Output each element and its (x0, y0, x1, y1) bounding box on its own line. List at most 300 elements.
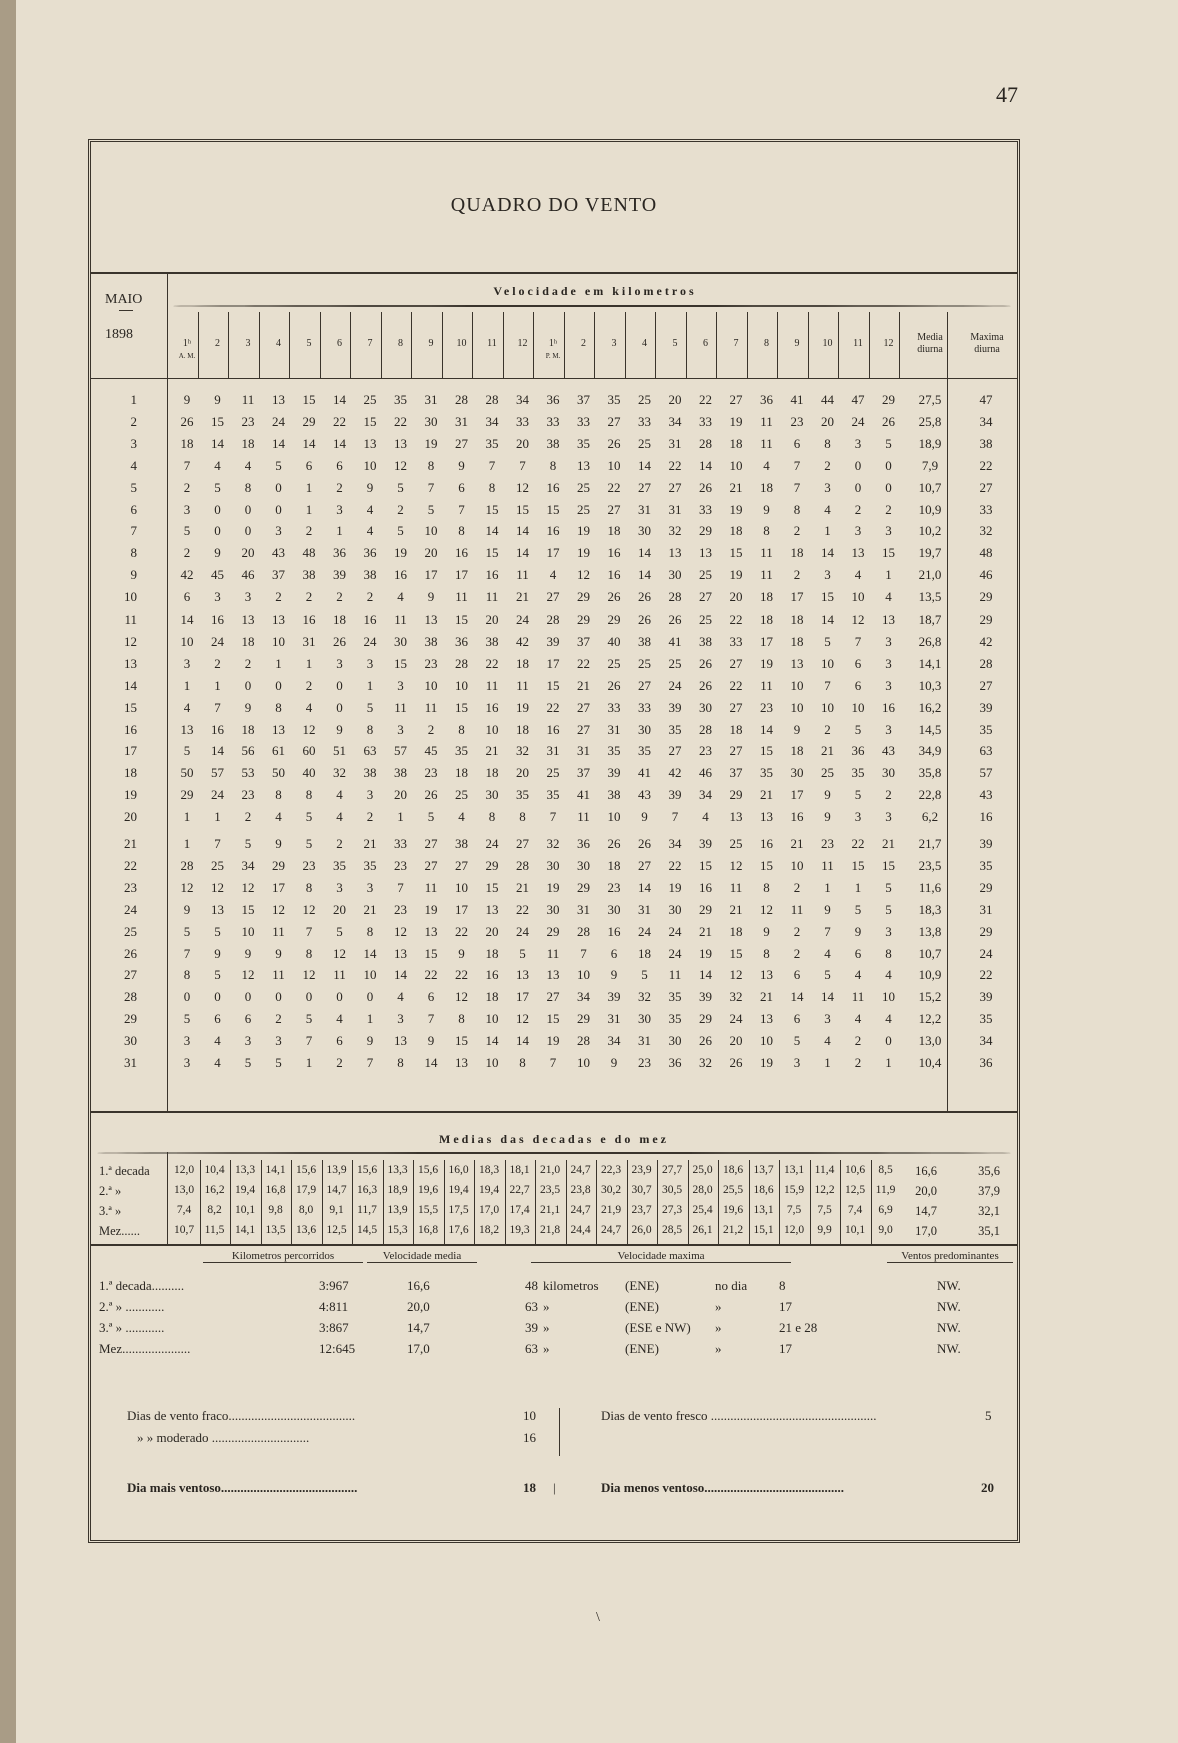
hour-value-cell: 8 (458, 1011, 465, 1027)
avg-cell: 6,2 (921, 809, 939, 825)
hour-value-cell: 38 (363, 567, 377, 583)
hour-value-cell: 38 (302, 567, 316, 583)
hour-value-cell: 46 (241, 567, 255, 583)
hour-value-cell: 10 (363, 967, 377, 983)
hour-value-cell: 7 (305, 923, 313, 939)
hour-value-cell: 9 (275, 945, 282, 961)
hour-value-cell: 0 (214, 501, 221, 517)
hour-value-cell: 2 (244, 655, 252, 671)
hour-value-cell: 26 (882, 413, 895, 429)
hour-value-cell: 19 (546, 1033, 560, 1049)
hour-value-cell: 1 (366, 1011, 374, 1027)
hour-value-cell: 35 (607, 743, 621, 759)
medias-value-cell: 13,1 (753, 1204, 774, 1216)
table-title: QUADRO DO VENTO (450, 194, 658, 216)
max-cell: 16 (979, 809, 993, 825)
hour-value-cell: 27 (424, 836, 438, 851)
max-cell: 43 (979, 787, 993, 803)
hour-value-cell: 34 (485, 413, 499, 429)
hour-value-cell: 0 (854, 479, 862, 495)
hour-value-cell: 12 (394, 923, 407, 939)
hour-value-cell: 23 (394, 857, 407, 873)
medias-value-cell: 28,0 (692, 1184, 713, 1196)
hour-value-cell: 0 (244, 989, 252, 1005)
table-row (91, 1011, 1017, 1033)
medias-label: 2.ª » (99, 1184, 122, 1198)
hour-value-cell: 6 (793, 435, 801, 451)
hour-value-cell: 10 (363, 457, 377, 473)
column-line (869, 312, 870, 378)
hour-header: 10 (822, 338, 833, 349)
hour-value-cell: 5 (183, 523, 191, 539)
hour-value-cell: 27 (546, 589, 560, 605)
hour-value-cell: 21 (485, 743, 499, 759)
hour-value-cell: 14 (394, 967, 407, 983)
hour-value-cell: 16 (699, 879, 712, 895)
hour-value-cell: 8 (519, 1055, 526, 1070)
hour-value-cell: 8 (763, 945, 770, 961)
hour-value-cell: 15 (302, 392, 316, 407)
hour-value-cell: 2 (824, 457, 831, 473)
hour-value-cell: 25 (607, 655, 621, 671)
day-cell: 25 (124, 923, 137, 939)
hour-value-cell: 28 (577, 923, 590, 939)
dias-fraco-label: Dias de vento fraco....................................... (127, 1408, 356, 1423)
hour-value-cell: 10 (485, 1011, 499, 1027)
hour-value-cell: 2 (793, 945, 801, 961)
hour-value-cell: 13 (485, 901, 499, 917)
hour-value-cell: 21 (516, 879, 529, 895)
avg-cell: 10,7 (918, 945, 942, 961)
summary-vmed: 14,7 (407, 1320, 430, 1335)
hour-value-cell: 26 (607, 677, 621, 693)
medias-value-cell: 30,7 (631, 1184, 652, 1196)
table-row (91, 589, 1017, 611)
hour-value-cell: 0 (275, 989, 282, 1005)
hour-value-cell: 30 (638, 1011, 651, 1027)
hour-value-cell: 13 (455, 1055, 468, 1070)
hour-value-cell: 5 (427, 809, 435, 825)
hour-value-cell: 26 (699, 479, 712, 495)
hour-value-cell: 12 (729, 967, 743, 983)
summary-label: 1.ª decada.......... (99, 1278, 185, 1293)
stray-mark: \ (596, 1610, 600, 1625)
medias-value-cell: 19,3 (509, 1224, 530, 1236)
hour-value-cell: 13 (394, 945, 407, 961)
summary-vmax: 48 (525, 1278, 538, 1293)
hour-value-cell: 5 (275, 1055, 282, 1070)
hour-value-cell: 0 (183, 989, 191, 1005)
summary-vmed: 20,0 (407, 1299, 430, 1314)
hour-value-cell: 9 (366, 479, 374, 495)
hour-value-cell: 4 (336, 809, 343, 825)
hour-value-cell: 9 (793, 721, 801, 737)
hour-value-cell: 22 (455, 923, 468, 939)
hour-value-cell: 4 (885, 1011, 892, 1027)
medias-value-cell: 11,4 (814, 1164, 835, 1176)
medias-avg-cell: 17,0 (915, 1224, 937, 1238)
hour-value-cell: 3 (885, 677, 892, 693)
hour-value-cell: 32 (668, 523, 682, 539)
hour-value-cell: 13 (516, 967, 529, 983)
max-cell: 47 (979, 392, 993, 407)
summary-row (91, 1341, 1017, 1363)
medias-value-cell: 8,5 (878, 1164, 893, 1176)
hour-value-cell: 8 (549, 457, 557, 473)
hour-value-cell: 15 (485, 501, 499, 517)
summary-row (91, 1320, 1017, 1342)
hour-value-cell: 36 (333, 545, 346, 561)
hour-value-cell: 29 (607, 612, 621, 627)
hour-value-cell: 23 (424, 655, 438, 671)
hour-value-cell: 19 (394, 545, 407, 561)
medias-value-cell: 15,3 (387, 1224, 408, 1236)
day-cell: 3 (130, 435, 137, 451)
day-cell: 18 (124, 765, 137, 781)
hour-value-cell: 14 (363, 945, 377, 961)
hour-value-cell: 0 (885, 1033, 892, 1049)
hour-value-cell: 5 (397, 523, 404, 539)
medias-value-cell: 24,7 (570, 1164, 591, 1176)
medias-value-cell: 10,1 (844, 1224, 866, 1236)
column-line (838, 312, 839, 378)
hour-value-cell: 14 (821, 989, 834, 1005)
hour-value-cell: 18 (729, 923, 743, 939)
hour-value-cell: 13 (394, 435, 407, 451)
hour-value-cell: 26 (333, 633, 346, 649)
hour-value-cell: 53 (241, 765, 255, 781)
hour-value-cell: 30 (607, 901, 621, 917)
hour-value-cell: 22 (333, 413, 346, 429)
hour-value-cell: 10 (821, 699, 834, 715)
hour-value-cell: 9 (824, 901, 831, 917)
hour-value-cell: 18 (455, 765, 468, 781)
hour-value-cell: 10 (851, 699, 865, 715)
medias-value-cell: 14,7 (326, 1184, 347, 1196)
hour-value-cell: 10 (577, 967, 590, 983)
hour-value-cell: 11 (394, 699, 407, 715)
hour-value-cell: 31 (302, 633, 316, 649)
hour-value-cell: 9 (244, 699, 252, 715)
hour-value-cell: 26 (638, 836, 651, 851)
hour-value-cell: 0 (366, 989, 374, 1005)
hour-header: 10 (456, 338, 467, 349)
hour-value-cell: 42 (668, 765, 682, 781)
hour-value-cell: 21 (363, 901, 377, 917)
hour-value-cell: 29 (699, 523, 712, 539)
hour-value-cell: 7 (854, 633, 862, 649)
hour-value-cell: 41 (790, 392, 804, 407)
hour-value-cell: 32 (638, 989, 651, 1005)
hour-value-cell: 26 (180, 413, 194, 429)
hour-value-cell: 24 (851, 413, 865, 429)
hour-value-cell: 15 (485, 545, 499, 561)
hour-value-cell: 1 (824, 1055, 831, 1070)
hour-value-cell: 30 (485, 787, 499, 803)
hour-value-cell: 18 (729, 435, 743, 451)
medias-value-cell: 11,5 (204, 1224, 225, 1236)
medias-value-cell: 22,7 (509, 1184, 530, 1196)
table-row (91, 722, 1017, 744)
hour-value-cell: 33 (638, 699, 651, 715)
hour-value-cell: 11 (455, 589, 468, 605)
hour-value-cell: 14 (302, 435, 316, 451)
hour-value-cell: 7 (427, 479, 435, 495)
hour-value-cell: 3 (336, 655, 343, 671)
hour-value-cell: 9 (427, 589, 435, 605)
medias-value-cell: 14,1 (234, 1224, 256, 1236)
medias-value-cell: 17,5 (448, 1204, 469, 1216)
table-row (91, 967, 1017, 989)
hour-value-cell: 8 (763, 879, 770, 895)
hour-value-cell: 3 (397, 1011, 404, 1027)
medias-value-cell: 9,8 (268, 1204, 283, 1216)
hour-header: 2 (215, 338, 220, 349)
max-cell: 34 (979, 413, 993, 429)
hour-value-cell: 39 (333, 567, 346, 583)
hour-value-cell: 27 (455, 435, 468, 451)
avg-cell: 10,9 (918, 501, 942, 517)
avg-cell: 21,0 (918, 567, 942, 583)
hour-value-cell: 30 (699, 699, 712, 715)
hour-value-cell: 3 (885, 809, 892, 825)
column-line (320, 312, 321, 378)
hour-value-cell: 14 (333, 392, 346, 407)
hour-value-cell: 8 (366, 721, 374, 737)
hour-value-cell: 0 (244, 501, 252, 517)
max-cell: 48 (979, 545, 993, 561)
hour-value-cell: 13 (272, 612, 285, 627)
hour-value-cell: 29 (546, 923, 560, 939)
max-cell: 35 (979, 721, 993, 737)
avg-cell: 13,8 (918, 923, 942, 939)
hour-value-cell: 38 (607, 787, 621, 803)
hour-value-cell: 12 (516, 1011, 529, 1027)
medias-value-cell: 30,5 (661, 1184, 683, 1196)
hour-value-cell: 5 (214, 967, 221, 983)
hour-value-cell: 33 (516, 413, 529, 429)
medias-value-cell: 27,7 (661, 1164, 683, 1176)
hour-value-cell: 13 (424, 923, 438, 939)
medias-value-cell: 12,0 (173, 1164, 195, 1176)
medias-value-cell: 24,7 (600, 1224, 622, 1236)
hour-value-cell: 3 (793, 1055, 801, 1070)
hour-value-cell: 15 (851, 857, 865, 873)
max-cell: 27 (979, 479, 993, 495)
summary-vmax: 39 (525, 1320, 538, 1335)
hour-value-cell: 1 (183, 809, 191, 825)
hour-value-cell: 7 (549, 1055, 557, 1070)
hour-value-cell: 2 (854, 501, 862, 517)
hour-value-cell: 19 (729, 413, 743, 429)
medias-value-cell: 21,2 (722, 1224, 744, 1236)
hour-value-cell: 9 (183, 392, 191, 407)
hour-value-cell: 30 (668, 901, 682, 917)
hour-value-cell: 8 (427, 457, 435, 473)
hour-value-cell: 6 (305, 457, 313, 473)
hour-header: 6 (703, 338, 708, 349)
max-cell: 35 (979, 1011, 993, 1027)
hour-value-cell: 7 (488, 457, 496, 473)
hour-value-cell: 29 (272, 857, 285, 873)
summary-dia: 17 (779, 1341, 792, 1356)
medias-value-cell: 23,9 (631, 1164, 652, 1176)
hour-value-cell: 18 (241, 435, 255, 451)
hour-value-cell: 43 (638, 787, 651, 803)
hour-value-cell: 34 (699, 787, 712, 803)
hour-value-cell: 4 (366, 523, 374, 539)
hour-value-cell: 3 (183, 501, 191, 517)
medias-max-cell: 35,1 (978, 1224, 1000, 1238)
medias-value-cell: 13,9 (326, 1164, 347, 1176)
max-cell: 38 (979, 435, 993, 451)
hour-value-cell: 36 (851, 743, 865, 759)
hour-value-cell: 3 (397, 721, 404, 737)
hour-value-cell: 11 (424, 879, 438, 895)
medias-value-cell: 24,4 (570, 1224, 591, 1236)
avg-cell: 16,2 (918, 699, 942, 715)
hour-header: 9 (428, 338, 434, 349)
hour-value-cell: 12 (211, 879, 224, 895)
hour-value-cell: 30 (668, 1033, 682, 1049)
hour-value-cell: 6 (854, 945, 862, 961)
hour-value-cell: 35 (577, 435, 590, 451)
hour-value-cell: 20 (516, 765, 529, 781)
hour-value-cell: 43 (882, 743, 895, 759)
hour-value-cell: 27 (638, 857, 651, 873)
hour-value-cell: 27 (668, 479, 682, 495)
hour-value-cell: 33 (699, 413, 712, 429)
dias-moderado-row (91, 1430, 1017, 1452)
hour-value-cell: 9 (458, 457, 465, 473)
hour-value-cell: 35 (363, 857, 377, 873)
hour-value-cell: 4 (854, 967, 862, 983)
hour-value-cell: 10 (485, 721, 499, 737)
hour-value-cell: 9 (763, 923, 770, 939)
hour-value-cell: 2 (854, 1033, 862, 1049)
medias-value-cell: 18,9 (387, 1184, 408, 1196)
hour-value-cell: 26 (638, 612, 651, 627)
hour-value-cell: 6 (336, 457, 343, 473)
hour-value-cell: 5 (305, 836, 313, 851)
hour-value-cell: 28 (699, 435, 712, 451)
hour-value-cell: 15 (455, 1033, 468, 1049)
hour-value-cell: 12 (302, 901, 316, 917)
hour-value-cell: 10 (821, 655, 834, 671)
avg-cell: 7,9 (921, 457, 939, 473)
medias-value-cell: 21,9 (600, 1204, 622, 1216)
hour-value-cell: 10 (272, 633, 285, 649)
medias-value-cell: 14,5 (356, 1224, 378, 1236)
summary-unit: kilometros (543, 1278, 599, 1293)
hour-value-cell: 5 (214, 923, 221, 939)
hour-value-cell: 13 (241, 612, 255, 627)
medias-value-cell: 10,7 (173, 1224, 195, 1236)
hour-value-cell: 13 (729, 809, 743, 825)
max-cell: 29 (979, 612, 993, 627)
summary-dia: 21 e 28 (779, 1320, 818, 1335)
hour-value-cell: 20 (485, 612, 499, 627)
hour-value-cell: 15 (882, 545, 895, 561)
hour-value-cell: 7 (549, 809, 557, 825)
hour-value-cell: 30 (546, 901, 560, 917)
hour-value-cell: 4 (824, 1033, 831, 1049)
hour-header: 7 (733, 338, 739, 349)
hour-value-cell: 7 (305, 1033, 313, 1049)
hour-value-cell: 33 (699, 501, 712, 517)
hour-value-cell: 5 (397, 479, 404, 495)
hour-header: 3 (611, 338, 617, 349)
hour-value-cell: 10 (790, 699, 804, 715)
hour-value-cell: 4 (244, 457, 252, 473)
hour-value-cell: 8 (305, 879, 313, 895)
hour-value-cell: 12 (516, 479, 529, 495)
column-line (716, 312, 717, 378)
hour-value-cell: 26 (699, 655, 712, 671)
hour-value-cell: 29 (302, 413, 316, 429)
hour-value-cell: 23 (607, 879, 621, 895)
hour-value-cell: 14 (485, 523, 499, 539)
medias-value-cell: 12,2 (814, 1184, 835, 1196)
hour-value-cell: 22 (394, 413, 407, 429)
hour-value-cell: 15 (760, 857, 773, 873)
hour-value-cell: 3 (214, 589, 221, 605)
medias-value-cell: 13,3 (234, 1164, 256, 1176)
hour-value-cell: 24 (272, 413, 285, 429)
summary-dia-label: » (715, 1320, 722, 1335)
hour-value-cell: 10 (851, 589, 865, 605)
hour-value-cell: 35 (607, 392, 621, 407)
hour-value-cell: 10 (577, 1055, 590, 1070)
hour-value-cell: 3 (244, 1033, 252, 1049)
hour-value-cell: 19 (424, 901, 438, 917)
hour-value-cell: 5 (824, 967, 831, 983)
hour-value-cell: 23 (638, 1055, 651, 1070)
hour-value-cell: 7 (580, 945, 587, 961)
avg-cell: 26,8 (918, 633, 942, 649)
hour-value-cell: 13 (668, 545, 682, 561)
column-line (167, 312, 168, 378)
medias-value-cell: 15,1 (753, 1224, 774, 1236)
day-cell: 6 (130, 501, 137, 517)
day-cell: 19 (124, 787, 137, 803)
hour-value-cell: 9 (824, 809, 831, 825)
hour-value-cell: 28 (485, 392, 499, 407)
hour-value-cell: 16 (485, 699, 499, 715)
max-cell: 29 (979, 589, 993, 605)
hour-value-cell: 15 (699, 857, 712, 873)
avg-cell: 10,3 (918, 677, 942, 693)
hour-value-cell: 5 (854, 787, 862, 803)
hour-value-cell: 9 (763, 501, 770, 517)
day-cell: 17 (124, 743, 137, 759)
hour-value-cell: 7 (458, 501, 465, 517)
summary-vmax: 63 (525, 1341, 538, 1356)
medias-value-cell: 11,9 (875, 1184, 896, 1196)
hour-value-cell: 10 (790, 857, 804, 873)
hour-value-cell: 29 (729, 787, 743, 803)
medias-value-cell: 19,4 (478, 1184, 500, 1196)
summary-header-ventos: Ventos predominantes (887, 1250, 1013, 1263)
hour-value-cell: 19 (546, 879, 560, 895)
hour-value-cell: 18 (790, 545, 804, 561)
hour-value-cell: 6 (336, 1033, 343, 1049)
hour-value-cell: 9 (610, 1055, 618, 1070)
hour-value-cell: 35 (516, 787, 529, 803)
column-line (533, 312, 534, 378)
hour-value-cell: 15 (455, 699, 468, 715)
hour-value-cell: 2 (885, 787, 892, 803)
